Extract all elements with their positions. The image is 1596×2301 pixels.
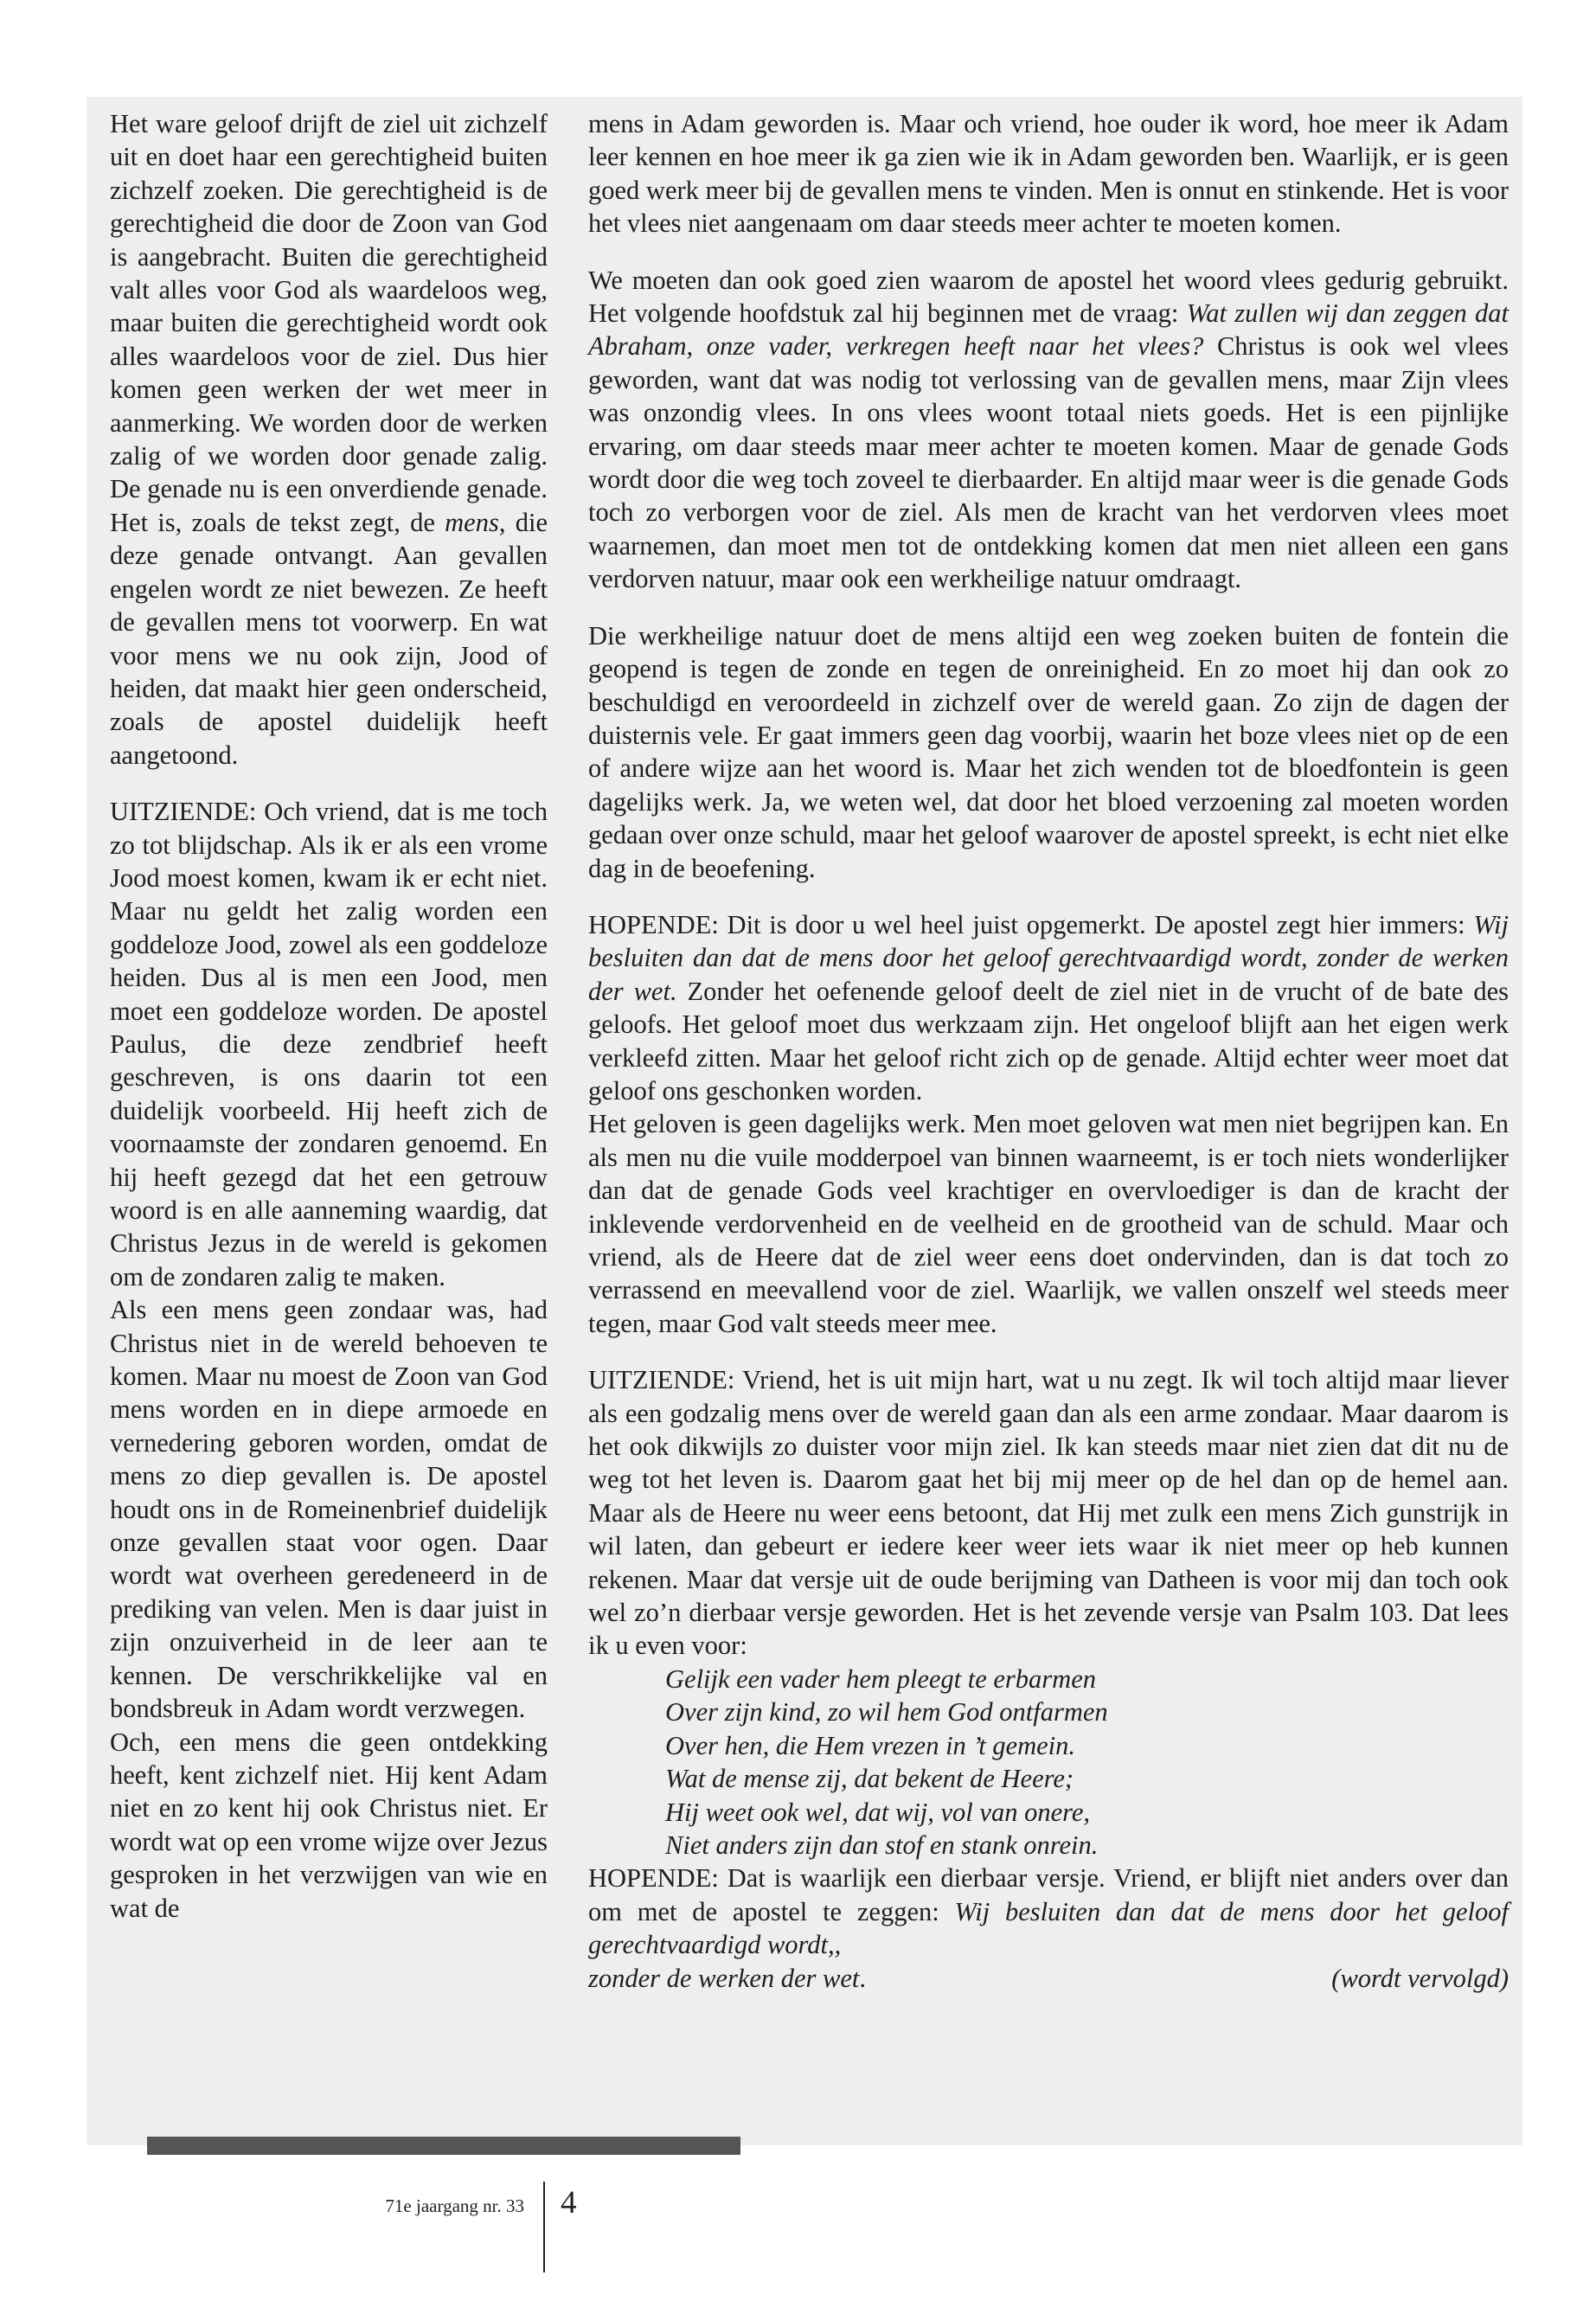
right-paragraphs xyxy=(588,107,1509,1663)
italic-quote: Wij besluiten dan dat de mens door het geloof gerechtvaardigd wordt, zonder de werken der wet. xyxy=(588,909,1509,1006)
text-run: UITZIENDE: Och vriend, dat is me toch zo tot blijdschap. Als ik er als een vrome Jood moest komen, kwam ik er echt niet. Maar nu geldt het zalig worden een goddeloze Jood, zowel als een goddeloze heiden. Dus al is men een Jood, men moet een goddeloze worden. De apostel Paulus, die deze zendbrief heeft geschreven, is ons daarin tot een duidelijk voorbeeld. Hij heeft zich de voornaamste der zondaren genoemd. En hij heeft gezegd dat het een getrouw woord is en alle aanneming waardig, dat Christus Jezus in de wereld is gekomen om de zondaren zalig te maken. xyxy=(110,797,548,1292)
closing-paragraph xyxy=(588,1862,1509,1995)
text-run: Christus is ook wel vlees geworden, want dat was nodig tot verlossing van de gevallen mens, maar Zijn vlees was onzondig vlees. In ons vlees woont totaal niets goeds. Het is een pijnlijke ervaring, om daar steeds maar meer achter te moeten komen. Maar de genade Gods wordt door die weg toch zoveel te dierbaarder. En altijd maar weer is die genade Gods toch zo verborgen voor de ziel. Als men de kracht van het verdorven vlees moet waarnemen, dan moet men tot de ontdekking komen dat men niet alleen een gans verdorven natuur, maar ook een werkheilige natuur omdraagt. xyxy=(588,331,1509,594)
footer-issue: 71e jaargang nr. 33 xyxy=(385,2195,524,2216)
left-column xyxy=(110,107,548,1925)
italic-quote: Wij besluiten dan dat de mens door het geloof gerechtvaardigd wordt,, xyxy=(588,1896,1509,1960)
paragraph xyxy=(588,264,1509,596)
poem-line: Wat de mense zij, dat bekent de Heere; xyxy=(665,1764,1074,1794)
poem-line: Niet anders zijn dan stof en stank onrein. xyxy=(665,1830,1099,1860)
italic-quote: zonder de werken der wet xyxy=(588,1963,860,1993)
paragraph xyxy=(110,1726,548,1925)
italic-quote: Wat zullen wij dan zeggen dat Abraham, onze vader, verkregen heeft naar het vlees? xyxy=(588,298,1509,362)
text-run: , die deze genade ontvangt. Aan gevallen engelen wordt ze niet bewezen. Ze heeft de gevallen mens tot voorwerp. En wat voor mens we nu ook zijn, Jood of heiden, dat maakt hier geen onderscheid, zoals de apostel duidelijk heeft aangetoond. xyxy=(110,507,548,770)
paragraph xyxy=(110,795,548,1293)
text-run: HOPENDE: Dat is waarlijk een dierbaar versje. Vriend, er blijft niet anders over dan om met de apostel te zeggen: xyxy=(588,1863,1509,1926)
text-run: UITZIENDE: Vriend, het is uit mijn hart, wat u nu zegt. Ik wil toch altijd maar liever als een godzalig mens over de wereld gaan dan als een arme zondaar. Maar daarom is het ook dikwijls zo duister voor mijn ziel. Ik kan steeds maar niet zien dat dit nu de weg tot het leven is. Daarom gaat het bij mij meer op de hel dan op de hemel aan. Maar als de Heere nu weer eens betoont, dat Hij met zulk een mens Zich gunstrijk in wil laten, dan gebeurt er iedere keer weer iets waar ik niet meer op heb kunnen rekenen. Maar dat versje uit de oude berijming van Datheen is voor mij dan toch ook wel zo’n dierbaar versje geworden. Het is het zevende versje van Psalm 103. Dat lees ik u even voor: xyxy=(588,1365,1509,1661)
text-run: . xyxy=(859,1963,867,1993)
poem-line: Over hen, die Hem vrezen in ’t gemein. xyxy=(665,1730,1076,1760)
poem-line: Gelijk een vader hem pleegt te erbarmen xyxy=(665,1663,1096,1694)
text-run: Och, een mens die geen ontdekking heeft, kent zichzelf niet. Hij kent Adam niet en zo kent hij ook Christus niet. Er wordt wat op een vrome wijze over Jezus gesproken in het verzwijgen van wie en wat de xyxy=(110,1727,548,1923)
page-number: 4 xyxy=(561,2185,577,2221)
poem-line: Over zijn kind, zo wil hem God ontfarmen xyxy=(665,1697,1108,1727)
closing-text xyxy=(588,1863,1509,1959)
text-run: HOPENDE: Dit is door u wel heel juist opgemerkt. De apostel zegt hier immers: xyxy=(588,909,1474,939)
text-run: Die werkheilige natuur doet de mens altijd een weg zoeken buiten de fontein die geopend is tegen de zonde en tegen de onreinigheid. En zo moet hij dan ook zo beschuldigd en veroordeeld in zichzelf over de wereld gaan. Zo zijn de dagen der duisternis vele. Er gaat immers geen dag voorbij, waarin het boze vlees niet op de een of andere wijze aan het woord is. Maar het zich wenden tot de bloedfontein is geen dagelijks werk. Ja, we weten wel, dat door het bloed verzoening zal moeten worden gedaan over onze schuld, maar het geloof waarover de apostel spreekt, is echt niet elke dag in de beoefening. xyxy=(588,620,1509,883)
paragraph xyxy=(588,619,1509,885)
text-run: Zonder het oefenende geloof deelt de ziel niet in de vrucht of de bate des geloofs. Het geloof moet dus werkzaam zijn. Het ongeloof blijft aan het eigen werk verkleefd zitten. Maar het geloof richt zich op de genade. Altijd echter weer moet dat geloof ons geschonken worden. xyxy=(588,976,1509,1106)
bottom-bar xyxy=(147,2137,740,2155)
text-run: Het geloven is geen dagelijks werk. Men moet geloven wat men niet begrijpen kan. En als men nu die vuile modderpoel van binnen waarneemt, is er toch niets wonderlijker dan dat de genade Gods veel krachtiger en overvloediger is dan de kracht der inklevende verdorvenheid en de veelheid en de grootheid van de schuld. Maar och vriend, als de Heere dat de ziel weer eens doet ondervinden, dan is dat toch zo verrassend en meevallend voor de ziel. Waarlijk, we vallen onszelf wel steeds meer tegen, maar God valt steeds meer mee. xyxy=(588,1109,1509,1338)
paragraph xyxy=(588,1363,1509,1663)
text-run: mens in Adam geworden is. Maar och vriend, hoe ouder ik word, hoe meer ik Adam leer kennen en hoe meer ik ga zien wie ik in Adam geworden ben. Waarlijk, er is geen goed werk meer bij de gevallen mens te vinden. Men is onnut en stinkende. Het is voor het vlees niet aangenaam om daar steeds meer achter te moeten komen. xyxy=(588,109,1509,239)
paragraph xyxy=(588,107,1509,240)
closing-last-line xyxy=(588,1962,866,1995)
paragraph xyxy=(588,1107,1509,1340)
poem-line: Hij weet ook wel, dat wij, vol van onere, xyxy=(665,1797,1091,1827)
psalm-verse xyxy=(588,1663,1509,1862)
text-run: Het ware geloof drijft de ziel uit zichzelf uit en doet haar een gerechtigheid buiten zichzelf zoeken. Die gerechtigheid is de gerechtigheid die door de Zoon van God is aangebracht. Buiten die gerechtigheid valt alles voor God als waardeloos weg, maar buiten die gerechtigheid wordt ook alles waardeloos voor de ziel. Dus hier komen geen werken der wet meer in aanmerking. We worden door de werken zalig of we worden door genade zalig. De genade nu is een onverdiende genade. Het is, zoals de tekst zegt, de xyxy=(110,109,548,537)
paragraph xyxy=(110,1293,548,1725)
text-run: Als een mens geen zondaar was, had Christus niet in de wereld behoeven te komen. Maar nu moest de Zoon van God mens worden en in diepe armoede en vernedering geboren worden, omdat de mens zo diep gevallen is. De apostel houdt ons in de Romeinenbrief duidelijk onze gevallen staat voor ogen. Daar wordt wat overheen geredeneerd in de prediking van velen. Men is daar juist in zijn onzuiverheid in de leer aan te kennen. De verschrikkelijke val en bondsbreuk in Adam wordt verzwegen. xyxy=(110,1295,548,1724)
footer-divider xyxy=(543,2182,545,2272)
paragraph xyxy=(588,908,1509,1107)
text-run: We moeten dan ook goed zien waarom de apostel het woord vlees gedurig gebruikt. Het volgende hoofdstuk zal hij beginnen met de vraag: xyxy=(588,265,1509,329)
italic-quote: mens xyxy=(445,507,499,537)
right-column xyxy=(588,107,1509,1995)
closing-tail xyxy=(588,1962,1509,1995)
to-be-continued: (wordt vervolgd) xyxy=(1331,1963,1509,1993)
paragraph xyxy=(110,107,548,772)
